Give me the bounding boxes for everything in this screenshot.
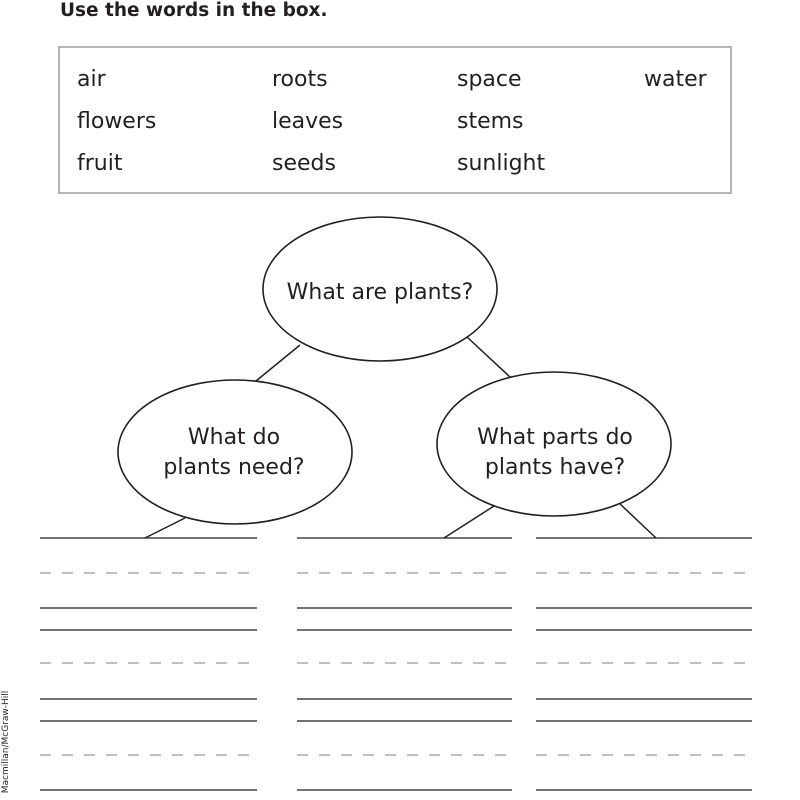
bubble-left-label-line1: What do <box>187 425 281 450</box>
word-bank-word: fruit <box>77 151 123 176</box>
word-bank-word: flowers <box>77 109 157 134</box>
writing-lines-column-1 <box>40 538 257 790</box>
connector-right-answer-2 <box>618 502 656 538</box>
bubble-left <box>118 380 352 524</box>
instruction-heading: Use the words in the box. <box>60 0 328 21</box>
writing-lines-column-3 <box>536 538 752 790</box>
word-bank-word: leaves <box>272 109 344 134</box>
word-bank-word: air <box>77 67 106 92</box>
word-bank-word: roots <box>272 67 328 92</box>
publisher-credit: Macmillan/McGraw-Hill <box>1 690 11 794</box>
word-bank-word: water <box>644 67 707 92</box>
bubble-top-label: What are plants? <box>286 280 474 305</box>
word-bank-word: stems <box>457 109 524 134</box>
bubble-right-label-line1: What parts do <box>477 425 633 450</box>
word-bank-word: seeds <box>272 151 336 176</box>
connector-top-left <box>256 345 300 381</box>
connector-right-answer-1 <box>444 506 494 538</box>
connector-left-answer <box>145 518 185 538</box>
connector-top-right <box>467 337 510 377</box>
bubble-right-label-line2: plants have? <box>484 455 626 480</box>
word-bank-word: sunlight <box>457 151 546 176</box>
writing-lines-column-2 <box>297 538 512 790</box>
word-bank-word: space <box>457 67 522 92</box>
bubble-left-label-line2: plants need? <box>163 455 305 480</box>
